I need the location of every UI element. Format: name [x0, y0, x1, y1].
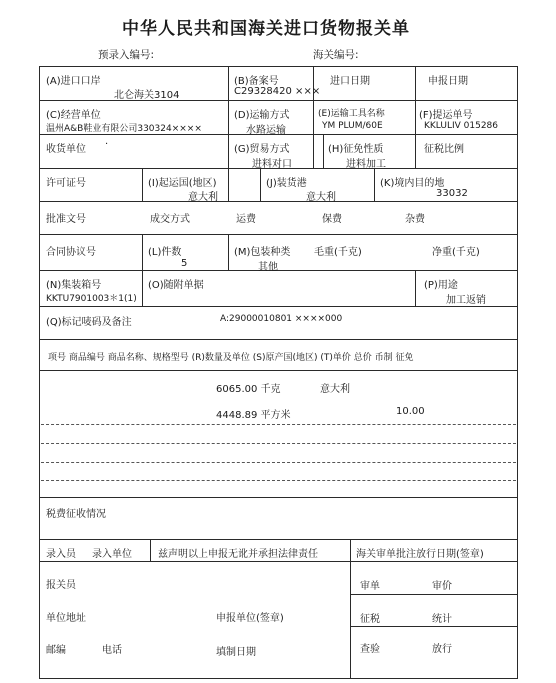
declaration-statement: 兹声明以上申报无讹并承担法律责任	[158, 549, 318, 560]
declaring-unit-label: 申报单位(签章)	[216, 613, 284, 624]
loading-port-value: 意大利	[306, 192, 336, 203]
container-number-value: KKTU7901003＊1(1)	[46, 294, 137, 304]
consignee-mark: ·	[105, 139, 109, 150]
vehicle-name-value: YM PLUM/60E	[322, 121, 383, 131]
tax-nature-value: 进料加工	[346, 159, 386, 170]
operator-label: (C)经营单位	[46, 110, 101, 121]
entry-person-label: 录入员	[46, 549, 76, 560]
loading-port-label: (J)装货港	[266, 178, 307, 189]
vehicle-name-label: (E)运输工具名称	[318, 109, 385, 119]
goods-table-header: 项号 商品编号 商品名称、规格型号 (R)数量及单位 (S)原产国(地区) (T)单价 总价 币制 征免	[48, 353, 414, 363]
misc-fee-label: 杂费	[405, 214, 425, 225]
customs-approval-label: 海关审单批注放行日期(签章)	[356, 549, 484, 560]
entry-unit-label: 录入单位	[92, 549, 132, 560]
license-number-label: 许可证号	[46, 178, 86, 189]
record-number-label: (B)备案号	[234, 76, 279, 87]
record-number-value: C29328420 ×××	[234, 86, 321, 97]
trade-mode-label: (G)贸易方式	[234, 144, 290, 155]
goods-line-2-quantity: 4448.89 平方米	[216, 410, 291, 421]
attached-docs-label: (O)随附单据	[148, 280, 204, 291]
package-type-label: (M)包装种类	[234, 247, 291, 258]
consignee-label: 收货单位	[46, 144, 86, 155]
phone-label: 电话	[102, 645, 122, 656]
goods-line-2-price: 10.00	[396, 406, 425, 417]
declare-date-label: 申报日期	[428, 76, 468, 87]
pieces-label: (L)件数	[148, 247, 182, 258]
postcode-label: 邮编	[46, 645, 66, 656]
origin-country-value: 意大利	[188, 192, 218, 203]
document-review-label: 审单	[360, 581, 380, 592]
marks-remarks-label: (Q)标记唛码及备注	[46, 317, 132, 328]
net-weight-label: 净重(千克)	[432, 247, 480, 258]
goods-line-1-origin: 意大利	[320, 384, 350, 395]
transport-mode-value: 水路运输	[246, 125, 286, 136]
prerecord-number-label: 预录入编号:	[98, 49, 155, 61]
import-port-label: (A)进口口岸	[46, 76, 101, 87]
unit-address-label: 单位地址	[46, 613, 86, 624]
broker-label: 报关员	[46, 580, 76, 591]
marks-remarks-value: A:29000010801 ××××000	[220, 314, 343, 324]
customs-number-label: 海关编号:	[313, 49, 359, 61]
operator-value: 温州A&B鞋业有限公司330324××××	[46, 124, 202, 134]
usage-label: (P)用途	[424, 280, 458, 291]
import-date-label: 进口日期	[330, 76, 370, 87]
tax-nature-label: (H)征免性质	[328, 144, 384, 155]
insurance-label: 保费	[322, 214, 342, 225]
gross-weight-label: 毛重(千克)	[314, 247, 362, 258]
approval-number-label: 批准文号	[46, 214, 86, 225]
usage-value: 加工返销	[446, 295, 486, 306]
domestic-destination-value: 33032	[436, 188, 468, 199]
statistics-label: 统计	[432, 614, 452, 625]
contract-number-label: 合同协议号	[46, 247, 96, 258]
container-number-label: (N)集装箱号	[46, 280, 102, 291]
origin-country-label: (I)起运国(地区)	[148, 178, 217, 189]
goods-line-1-quantity: 6065.00 千克	[216, 384, 281, 395]
inspection-label: 查验	[360, 644, 380, 655]
price-review-label: 审价	[432, 581, 452, 592]
tax-collection-label: 税费征收情况	[46, 509, 106, 520]
fill-date-label: 填制日期	[216, 647, 256, 658]
bill-of-lading-label: (F)提运单号	[419, 110, 473, 121]
trade-mode-value: 进料对口	[252, 159, 292, 170]
deal-mode-label: 成交方式	[150, 214, 190, 225]
form-title: 中华人民共和国海关进口货物报关单	[122, 19, 410, 39]
domestic-destination-label: (K)境内目的地	[380, 178, 445, 189]
freight-label: 运费	[236, 214, 256, 225]
tax-ratio-label: 征税比例	[424, 144, 464, 155]
bill-of-lading-value: KKLULIV 015286	[424, 121, 498, 131]
transport-mode-label: (D)运输方式	[234, 110, 290, 121]
pieces-value: 5	[181, 258, 188, 269]
package-type-value: 其他	[258, 262, 278, 273]
release-label: 放行	[432, 644, 452, 655]
import-port-value: 北仑海关3104	[114, 90, 180, 101]
tax-levy-label: 征税	[360, 614, 380, 625]
